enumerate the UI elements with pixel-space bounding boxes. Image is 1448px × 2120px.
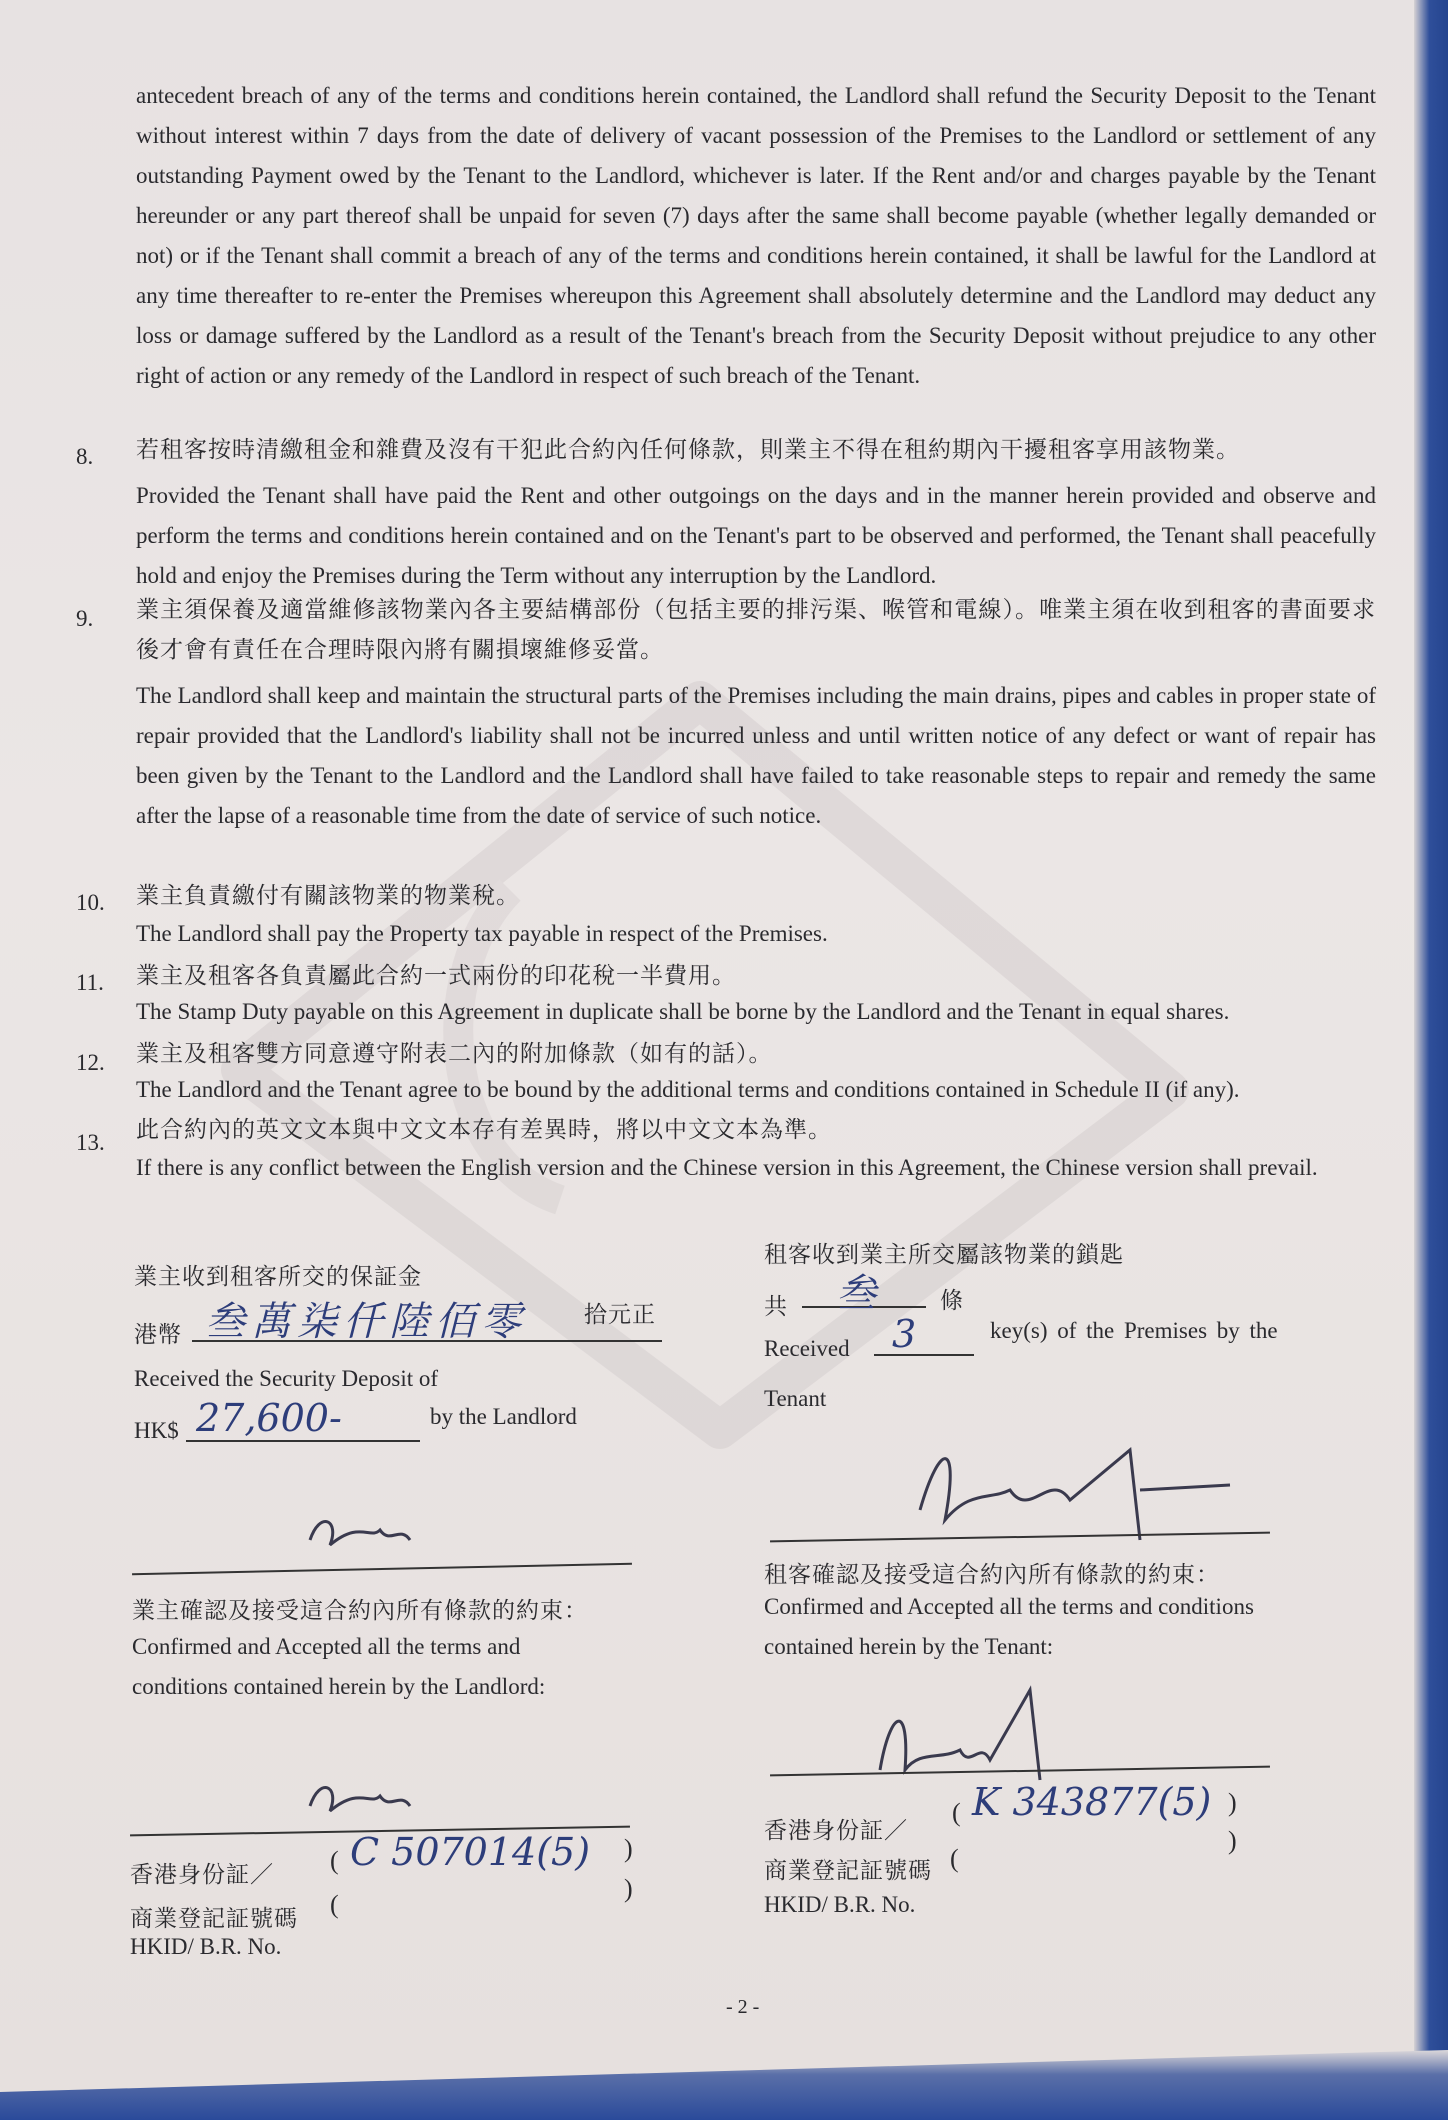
tenant-id-paren-close-2: ) — [1228, 1826, 1237, 1855]
keys-received-label: Received — [764, 1336, 850, 1361]
clause-number: 13. — [76, 1130, 105, 1155]
deposit-heading-zh: 業主收到租客所交的保証金 — [134, 1264, 422, 1290]
binder-edge — [1414, 0, 1448, 2120]
keys-unit-zh: 條 — [940, 1288, 964, 1314]
deposit-suffix-zh: 拾元正 — [584, 1302, 656, 1328]
clause-7-continuation: antecedent breach of any of the terms and conditions herein contained, the Landlord shall refund the Security Deposit to the Tenant without interest within 7 days from the date of delivery of vacant possession of the Premises to the Landlord or settlement of any outstanding Payment owed by the Tenant to the Landlord, whichever is later. If the Rent and/or and charges payable by the Tenant hereunder or any part thereof shall be unpaid for seven (7) days after the same shall become payable (whether legally demanded or not) or if the Tenant shall commit a breach of any of the terms and conditions herein contained, it shall be lawful for the Landlord at any time thereafter to re-enter the Premises whereupon this Agreement shall absolutely determine and the Landlord may deduct any loss or damage suffered by the Landlord as a result of the Tenant's breach from the Security Deposit without prejudice to any other right of action or any remedy of the Landlord in respect of such breach of the Tenant. — [136, 83, 1376, 388]
tenant-confirm-zh: 租客確認及接受這合約內所有條款的約束： — [764, 1562, 1220, 1588]
page-number: - 2 - — [726, 1996, 760, 2018]
clause-13-en: If there is any conflict between the English version and the Chinese version in this Agreement, the Chinese version shall prevail. — [136, 1155, 1318, 1180]
clause-number: 11. — [76, 970, 104, 995]
keys-tenant-label: Tenant — [764, 1386, 827, 1411]
deposit-en-line1: Received the Security Deposit of — [134, 1366, 439, 1391]
keys-total-zh: 共 — [764, 1294, 788, 1320]
clause-number: 9. — [76, 606, 94, 631]
tenant-confirm-en1: Confirmed and Accepted all the terms and conditions — [764, 1594, 1254, 1619]
landlord-id-handwritten: C 507014(5) — [350, 1830, 591, 1874]
clause-11-en: The Stamp Duty payable on this Agreement in duplicate shall be borne by the Landlord and the Tenant in equal shares. — [136, 999, 1230, 1024]
keys-zh-count-handwritten: 叁 — [836, 1271, 876, 1317]
clause-8-en: Provided the Tenant shall have paid the Rent and other outgoings on the days and in the manner herein provided and observe and perform the terms and conditions herein contained and on the Tenant's part to be observed and performed, the Tenant shall peacefully hold and enjoy the Premises during the Term without any interruption by the Landlord. — [136, 483, 1376, 588]
tenant-confirm-en2: contained herein by the Tenant: — [764, 1634, 1054, 1659]
keys-count-line — [874, 1354, 974, 1356]
deposit-hk-prefix: HK$ — [134, 1418, 179, 1443]
landlord-id-paren-open: ( — [330, 1846, 339, 1875]
landlord-id-paren-open-2: ( — [330, 1890, 339, 1919]
tenant-id-paren-open: ( — [952, 1798, 961, 1827]
landlord-confirm-zh: 業主確認及接受這合約內所有條款的約束： — [132, 1598, 588, 1624]
deposit-hkd-zh: 港幣 — [134, 1322, 182, 1348]
clause-8-zh: 若租客按時清繳租金和雜費及沒有干犯此合約內任何條款，則業主不得在租約期內干擾租客享用該物業。 — [136, 437, 1240, 463]
landlord-hkid-label: HKID/ B.R. No. — [130, 1934, 282, 1959]
clause-12-en: The Landlord and the Tenant agree to be bound by the additional terms and conditions contained in Schedule II (if any). — [136, 1077, 1240, 1102]
tenant-id-zh2: 商業登記証號碼 — [764, 1858, 932, 1884]
clause-number: 8. — [76, 444, 94, 469]
keys-en-suffix: key(s) of the Premises by the — [990, 1318, 1278, 1343]
tenant-signature — [900, 1430, 1240, 1550]
tenant-id-paren-close: ) — [1228, 1788, 1237, 1817]
deposit-en-suffix: by the Landlord — [430, 1404, 577, 1429]
deposit-amount-handwritten: 27,600- — [196, 1396, 342, 1440]
clause-9-zh: 業主須保養及適當維修該物業內各主要結構部份（包括主要的排污渠、喉管和電線）。唯業主須在收到租客的書面要求後才會有責任在合理時限內將有關損壞維修妥當。 — [136, 597, 1376, 663]
clause-10-zh: 業主負責繳付有關該物業的物業稅。 — [136, 883, 520, 909]
keys-count-handwritten: 3 — [892, 1312, 917, 1356]
landlord-id-zh2: 商業登記証號碼 — [130, 1906, 298, 1932]
keys-heading-zh: 租客收到業主所交屬該物業的鎖匙 — [764, 1242, 1124, 1268]
landlord-confirm-en1: Confirmed and Accepted all the terms and — [132, 1634, 521, 1659]
clause-13-zh: 此合約內的英文文本與中文文本存有差異時，將以中文文本為準。 — [136, 1117, 832, 1143]
clause-12-zh: 業主及租客雙方同意遵守附表二內的附加條款（如有的話）。 — [136, 1041, 773, 1067]
clause-9-en: The Landlord shall keep and maintain the structural parts of the Premises including the main drains, pipes and cables in proper state of repair provided that the Landlord's liability shall not be incurred unless and until written notice of any defect or want of repair has been given by the Tenant to the Landlord and the Landlord shall have failed to take reasonable steps to repair and remedy the same after the lapse of a reasonable time from the date of service of such notice. — [136, 683, 1376, 828]
landlord-id-signature — [300, 1766, 420, 1836]
tenant-hkid-label: HKID/ B.R. No. — [764, 1892, 916, 1917]
landlord-confirm-en2: conditions contained herein by the Landlord: — [132, 1674, 546, 1699]
clause-number: 12. — [76, 1050, 105, 1075]
deposit-zh-amount-handwritten: 叁萬柒仟陸佰零 — [205, 1299, 527, 1345]
clause-11-zh: 業主及租客各負責屬此合約一式兩份的印花稅一半費用。 — [136, 963, 736, 989]
clause-number: 10. — [76, 890, 105, 915]
landlord-id-zh1: 香港身份証／ — [130, 1862, 274, 1888]
tenant-id-handwritten: K 343877(5) — [972, 1780, 1212, 1824]
landlord-id-paren-close: ) — [624, 1834, 633, 1863]
clause-10-en: The Landlord shall pay the Property tax payable in respect of the Premises. — [136, 921, 828, 946]
deposit-amount-line — [186, 1440, 420, 1442]
tenant-id-paren-open-2: ( — [950, 1844, 959, 1873]
landlord-signature — [300, 1500, 420, 1570]
tenant-id-zh1: 香港身份証／ — [764, 1818, 908, 1844]
landlord-id-paren-close-2: ) — [624, 1874, 633, 1903]
